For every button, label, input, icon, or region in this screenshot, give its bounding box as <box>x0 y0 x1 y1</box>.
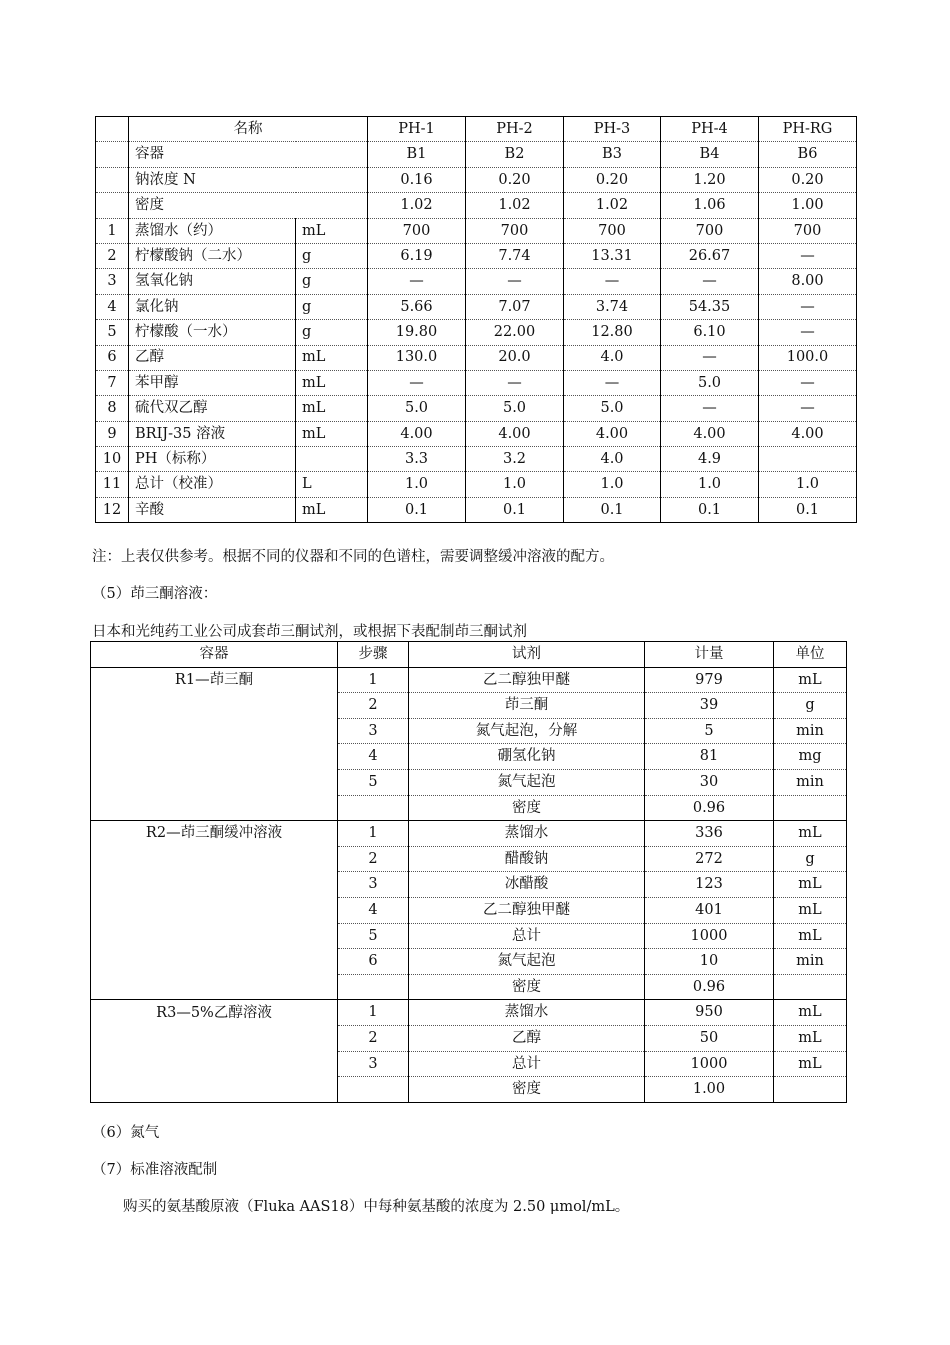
unit-cell: mL <box>774 897 847 923</box>
table-row <box>91 821 847 847</box>
amount-cell: 81 <box>645 744 774 770</box>
value-cell: 6.10 <box>661 320 759 345</box>
unit-cell: g <box>774 693 847 719</box>
row-name-cell: 辛酸 <box>129 497 296 522</box>
row-unit-cell: g <box>296 320 368 345</box>
amount-cell: 272 <box>645 846 774 872</box>
reagent-cell: 总计 <box>409 923 645 949</box>
row-unit-cell: mL <box>296 218 368 243</box>
table-row <box>96 167 857 192</box>
value-cell: 54.35 <box>661 294 759 319</box>
unit-cell <box>774 795 847 821</box>
value-cell: 4.0 <box>564 447 661 472</box>
row-label-cell: 容器 <box>129 142 368 167</box>
table-row <box>91 1051 847 1077</box>
row-name-cell: 柠檬酸钠（二水） <box>129 243 296 268</box>
row-number-cell: 1 <box>96 218 129 243</box>
value-cell: 1.0 <box>564 472 661 497</box>
row-number-cell: 7 <box>96 370 129 395</box>
table-header-row <box>96 117 857 142</box>
value-cell: 700 <box>759 218 857 243</box>
unit-cell: mL <box>774 667 847 693</box>
value-cell: 1.0 <box>661 472 759 497</box>
amount-cell: 950 <box>645 1000 774 1026</box>
value-cell: 1.0 <box>466 472 564 497</box>
header-cell: 容器 <box>91 642 338 668</box>
row-number-cell <box>96 193 129 218</box>
value-cell: 0.16 <box>368 167 466 192</box>
container-cell: R1—茚三酮 <box>91 667 338 693</box>
step-cell: 3 <box>338 718 409 744</box>
row-number-cell: 12 <box>96 497 129 522</box>
header-cell: 计量 <box>645 642 774 668</box>
container-cell: R2—茚三酮缓冲溶液 <box>91 821 338 847</box>
step-cell <box>338 795 409 821</box>
unit-cell: mL <box>774 1051 847 1077</box>
row-label-cell: 密度 <box>129 193 368 218</box>
value-cell: 5.0 <box>368 396 466 421</box>
value-cell: 1.02 <box>368 193 466 218</box>
value-cell: B2 <box>466 142 564 167</box>
value-cell: 7.74 <box>466 243 564 268</box>
container-cell <box>91 949 338 975</box>
row-name-cell: PH（标称） <box>129 447 296 472</box>
value-cell: 4.9 <box>661 447 759 472</box>
table-row <box>91 667 847 693</box>
value-cell: 1.20 <box>661 167 759 192</box>
value-cell: 4.00 <box>759 421 857 446</box>
reagent-cell: 乙醇 <box>409 1025 645 1051</box>
unit-cell: mL <box>774 872 847 898</box>
header-blank-cell <box>96 117 129 142</box>
value-cell: 130.0 <box>368 345 466 370</box>
amount-cell: 5 <box>645 718 774 744</box>
value-cell: 5.0 <box>466 396 564 421</box>
container-cell <box>91 846 338 872</box>
step-cell: 3 <box>338 1051 409 1077</box>
reagent-cell: 蒸馏水 <box>409 821 645 847</box>
step-cell: 4 <box>338 744 409 770</box>
value-cell: — <box>564 370 661 395</box>
value-cell: — <box>466 370 564 395</box>
unit-cell: min <box>774 949 847 975</box>
value-cell: — <box>466 269 564 294</box>
row-unit-cell: mL <box>296 345 368 370</box>
step-cell: 2 <box>338 846 409 872</box>
container-cell <box>91 1077 338 1103</box>
row-number-cell <box>96 167 129 192</box>
value-cell: 7.07 <box>466 294 564 319</box>
value-cell: 0.20 <box>564 167 661 192</box>
value-cell: 12.80 <box>564 320 661 345</box>
value-cell: — <box>759 370 857 395</box>
value-cell: 3.74 <box>564 294 661 319</box>
table-row <box>91 1077 847 1103</box>
table-row <box>91 897 847 923</box>
header-col-cell: PH-3 <box>564 117 661 142</box>
header-col-cell: PH-4 <box>661 117 759 142</box>
unit-cell: min <box>774 769 847 795</box>
unit-cell: mL <box>774 1000 847 1026</box>
step-cell: 1 <box>338 821 409 847</box>
row-number-cell: 2 <box>96 243 129 268</box>
row-unit-cell: g <box>296 269 368 294</box>
section-7-text: 购买的氨基酸原液（Fluka AAS18）中每种氨基酸的浓度为 2.50 μmol/mL。 <box>123 1199 630 1215</box>
value-cell <box>759 447 857 472</box>
table-row <box>91 949 847 975</box>
step-cell <box>338 1077 409 1103</box>
row-unit-cell: mL <box>296 421 368 446</box>
reagent-cell: 冰醋酸 <box>409 872 645 898</box>
table-row <box>96 243 857 268</box>
step-cell: 4 <box>338 897 409 923</box>
row-name-cell: BRIJ-35 溶液 <box>129 421 296 446</box>
reagent-cell: 氮气起泡 <box>409 769 645 795</box>
value-cell: 3.3 <box>368 447 466 472</box>
table-header-row <box>91 642 847 668</box>
header-cell: 步骤 <box>338 642 409 668</box>
unit-cell: mL <box>774 821 847 847</box>
table-row <box>91 769 847 795</box>
row-number-cell: 4 <box>96 294 129 319</box>
value-cell: B6 <box>759 142 857 167</box>
unit-cell <box>774 974 847 1000</box>
value-cell: 1.02 <box>466 193 564 218</box>
value-cell: 20.0 <box>466 345 564 370</box>
row-label-cell: 钠浓度 N <box>129 167 368 192</box>
value-cell: 22.00 <box>466 320 564 345</box>
step-cell <box>338 974 409 1000</box>
value-cell: 0.20 <box>466 167 564 192</box>
value-cell: — <box>661 396 759 421</box>
row-name-cell: 氢氧化钠 <box>129 269 296 294</box>
row-unit-cell: g <box>296 294 368 319</box>
value-cell: — <box>661 269 759 294</box>
container-cell <box>91 693 338 719</box>
value-cell: 5.0 <box>661 370 759 395</box>
step-cell: 3 <box>338 872 409 898</box>
step-cell: 1 <box>338 667 409 693</box>
reagent-cell: 密度 <box>409 795 645 821</box>
value-cell: 4.0 <box>564 345 661 370</box>
value-cell: 100.0 <box>759 345 857 370</box>
value-cell: 700 <box>466 218 564 243</box>
reagent-cell: 总计 <box>409 1051 645 1077</box>
value-cell: 0.1 <box>759 497 857 522</box>
unit-cell: min <box>774 718 847 744</box>
table-row <box>96 320 857 345</box>
value-cell: 0.1 <box>661 497 759 522</box>
value-cell: — <box>368 370 466 395</box>
value-cell: 1.0 <box>759 472 857 497</box>
step-cell: 1 <box>338 1000 409 1026</box>
value-cell: 5.66 <box>368 294 466 319</box>
row-number-cell: 11 <box>96 472 129 497</box>
table-note: 注：上表仅供参考。根据不同的仪器和不同的色谱柱，需要调整缓冲溶液的配方。 <box>92 549 614 565</box>
step-cell: 6 <box>338 949 409 975</box>
table-row <box>91 744 847 770</box>
value-cell: 26.67 <box>661 243 759 268</box>
reagent-cell: 醋酸钠 <box>409 846 645 872</box>
section-6-heading: （6）氮气 <box>92 1125 160 1141</box>
value-cell: 1.02 <box>564 193 661 218</box>
value-cell: 4.00 <box>564 421 661 446</box>
value-cell: — <box>759 243 857 268</box>
step-cell: 2 <box>338 1025 409 1051</box>
container-cell: R3—5%乙醇溶液 <box>91 1000 338 1026</box>
unit-cell <box>774 1077 847 1103</box>
row-name-cell: 柠檬酸（一水） <box>129 320 296 345</box>
container-cell <box>91 795 338 821</box>
reagent-cell: 氮气起泡 <box>409 949 645 975</box>
reagent-cell: 密度 <box>409 974 645 1000</box>
value-cell: — <box>661 345 759 370</box>
unit-cell: mL <box>774 1025 847 1051</box>
table-row <box>96 497 857 522</box>
row-name-cell: 蒸馏水（约） <box>129 218 296 243</box>
value-cell: 4.00 <box>368 421 466 446</box>
container-cell <box>91 923 338 949</box>
table-row <box>96 396 857 421</box>
value-cell: — <box>759 320 857 345</box>
table-row <box>96 447 857 472</box>
row-number-cell: 6 <box>96 345 129 370</box>
amount-cell: 123 <box>645 872 774 898</box>
table-row <box>91 974 847 1000</box>
amount-cell: 401 <box>645 897 774 923</box>
value-cell: 1.06 <box>661 193 759 218</box>
value-cell: — <box>759 294 857 319</box>
value-cell: 0.20 <box>759 167 857 192</box>
value-cell: B3 <box>564 142 661 167</box>
reagent-cell: 乙二醇独甲醚 <box>409 897 645 923</box>
amount-cell: 1.00 <box>645 1077 774 1103</box>
value-cell: 1.00 <box>759 193 857 218</box>
reagent-cell: 乙二醇独甲醚 <box>409 667 645 693</box>
section-5-heading: （5）茚三酮溶液： <box>92 586 218 602</box>
header-name-cell: 名称 <box>129 117 368 142</box>
row-number-cell: 3 <box>96 269 129 294</box>
table-row <box>91 795 847 821</box>
amount-cell: 0.96 <box>645 974 774 1000</box>
unit-cell: mg <box>774 744 847 770</box>
amount-cell: 979 <box>645 667 774 693</box>
amount-cell: 336 <box>645 821 774 847</box>
container-cell <box>91 974 338 1000</box>
amount-cell: 1000 <box>645 923 774 949</box>
container-cell <box>91 897 338 923</box>
value-cell: 3.2 <box>466 447 564 472</box>
table-row <box>96 294 857 319</box>
header-col-cell: PH-1 <box>368 117 466 142</box>
step-cell: 2 <box>338 693 409 719</box>
section-7-heading: （7）标准溶液配制 <box>92 1162 218 1178</box>
table-row <box>96 370 857 395</box>
reagent-cell: 硼氢化钠 <box>409 744 645 770</box>
amount-cell: 30 <box>645 769 774 795</box>
value-cell: 1.0 <box>368 472 466 497</box>
table-row <box>96 345 857 370</box>
row-number-cell: 5 <box>96 320 129 345</box>
buffer-formula-table <box>95 116 857 523</box>
value-cell: B4 <box>661 142 759 167</box>
header-col-cell: PH-RG <box>759 117 857 142</box>
reagent-cell: 密度 <box>409 1077 645 1103</box>
row-number-cell: 8 <box>96 396 129 421</box>
table-row <box>96 421 857 446</box>
row-unit-cell: g <box>296 243 368 268</box>
ninhydrin-reagent-table <box>90 641 847 1103</box>
row-unit-cell: L <box>296 472 368 497</box>
value-cell: 4.00 <box>466 421 564 446</box>
unit-cell: mL <box>774 923 847 949</box>
container-cell <box>91 1051 338 1077</box>
table-row <box>91 693 847 719</box>
container-cell <box>91 769 338 795</box>
step-cell: 5 <box>338 923 409 949</box>
value-cell: — <box>368 269 466 294</box>
header-col-cell: PH-2 <box>466 117 564 142</box>
table-row <box>91 872 847 898</box>
amount-cell: 10 <box>645 949 774 975</box>
value-cell: 700 <box>368 218 466 243</box>
value-cell: 6.19 <box>368 243 466 268</box>
container-cell <box>91 744 338 770</box>
value-cell: 8.00 <box>759 269 857 294</box>
reagent-cell: 氮气起泡，分解 <box>409 718 645 744</box>
row-name-cell: 乙醇 <box>129 345 296 370</box>
amount-cell: 39 <box>645 693 774 719</box>
container-cell <box>91 718 338 744</box>
value-cell: 19.80 <box>368 320 466 345</box>
table-row <box>91 923 847 949</box>
unit-cell: g <box>774 846 847 872</box>
value-cell: 700 <box>661 218 759 243</box>
amount-cell: 50 <box>645 1025 774 1051</box>
value-cell: — <box>564 269 661 294</box>
row-name-cell: 苯甲醇 <box>129 370 296 395</box>
row-number-cell: 9 <box>96 421 129 446</box>
table-row <box>91 846 847 872</box>
table-row <box>91 1000 847 1026</box>
value-cell: 5.0 <box>564 396 661 421</box>
value-cell: 13.31 <box>564 243 661 268</box>
container-cell <box>91 872 338 898</box>
row-number-cell <box>96 142 129 167</box>
row-unit-cell: mL <box>296 396 368 421</box>
reagent-cell: 蒸馏水 <box>409 1000 645 1026</box>
value-cell: 4.00 <box>661 421 759 446</box>
reagent-cell: 茚三酮 <box>409 693 645 719</box>
value-cell: 0.1 <box>368 497 466 522</box>
value-cell: B1 <box>368 142 466 167</box>
amount-cell: 1000 <box>645 1051 774 1077</box>
row-unit-cell: mL <box>296 497 368 522</box>
row-name-cell: 硫代双乙醇 <box>129 396 296 421</box>
amount-cell: 0.96 <box>645 795 774 821</box>
row-unit-cell <box>296 447 368 472</box>
row-name-cell: 总计（校准） <box>129 472 296 497</box>
table-row <box>96 193 857 218</box>
table-row <box>96 269 857 294</box>
table-row <box>91 718 847 744</box>
table-row <box>96 142 857 167</box>
header-cell: 试剂 <box>409 642 645 668</box>
section-5-intro: 日本和光纯药工业公司成套茚三酮试剂，或根据下表配制茚三酮试剂 <box>92 624 527 640</box>
row-unit-cell: mL <box>296 370 368 395</box>
table-row <box>96 472 857 497</box>
value-cell: 0.1 <box>564 497 661 522</box>
step-cell: 5 <box>338 769 409 795</box>
value-cell: 0.1 <box>466 497 564 522</box>
row-number-cell: 10 <box>96 447 129 472</box>
container-cell <box>91 1025 338 1051</box>
table-row <box>96 218 857 243</box>
row-name-cell: 氯化钠 <box>129 294 296 319</box>
header-cell: 单位 <box>774 642 847 668</box>
value-cell: 700 <box>564 218 661 243</box>
value-cell: — <box>759 396 857 421</box>
table-row <box>91 1025 847 1051</box>
